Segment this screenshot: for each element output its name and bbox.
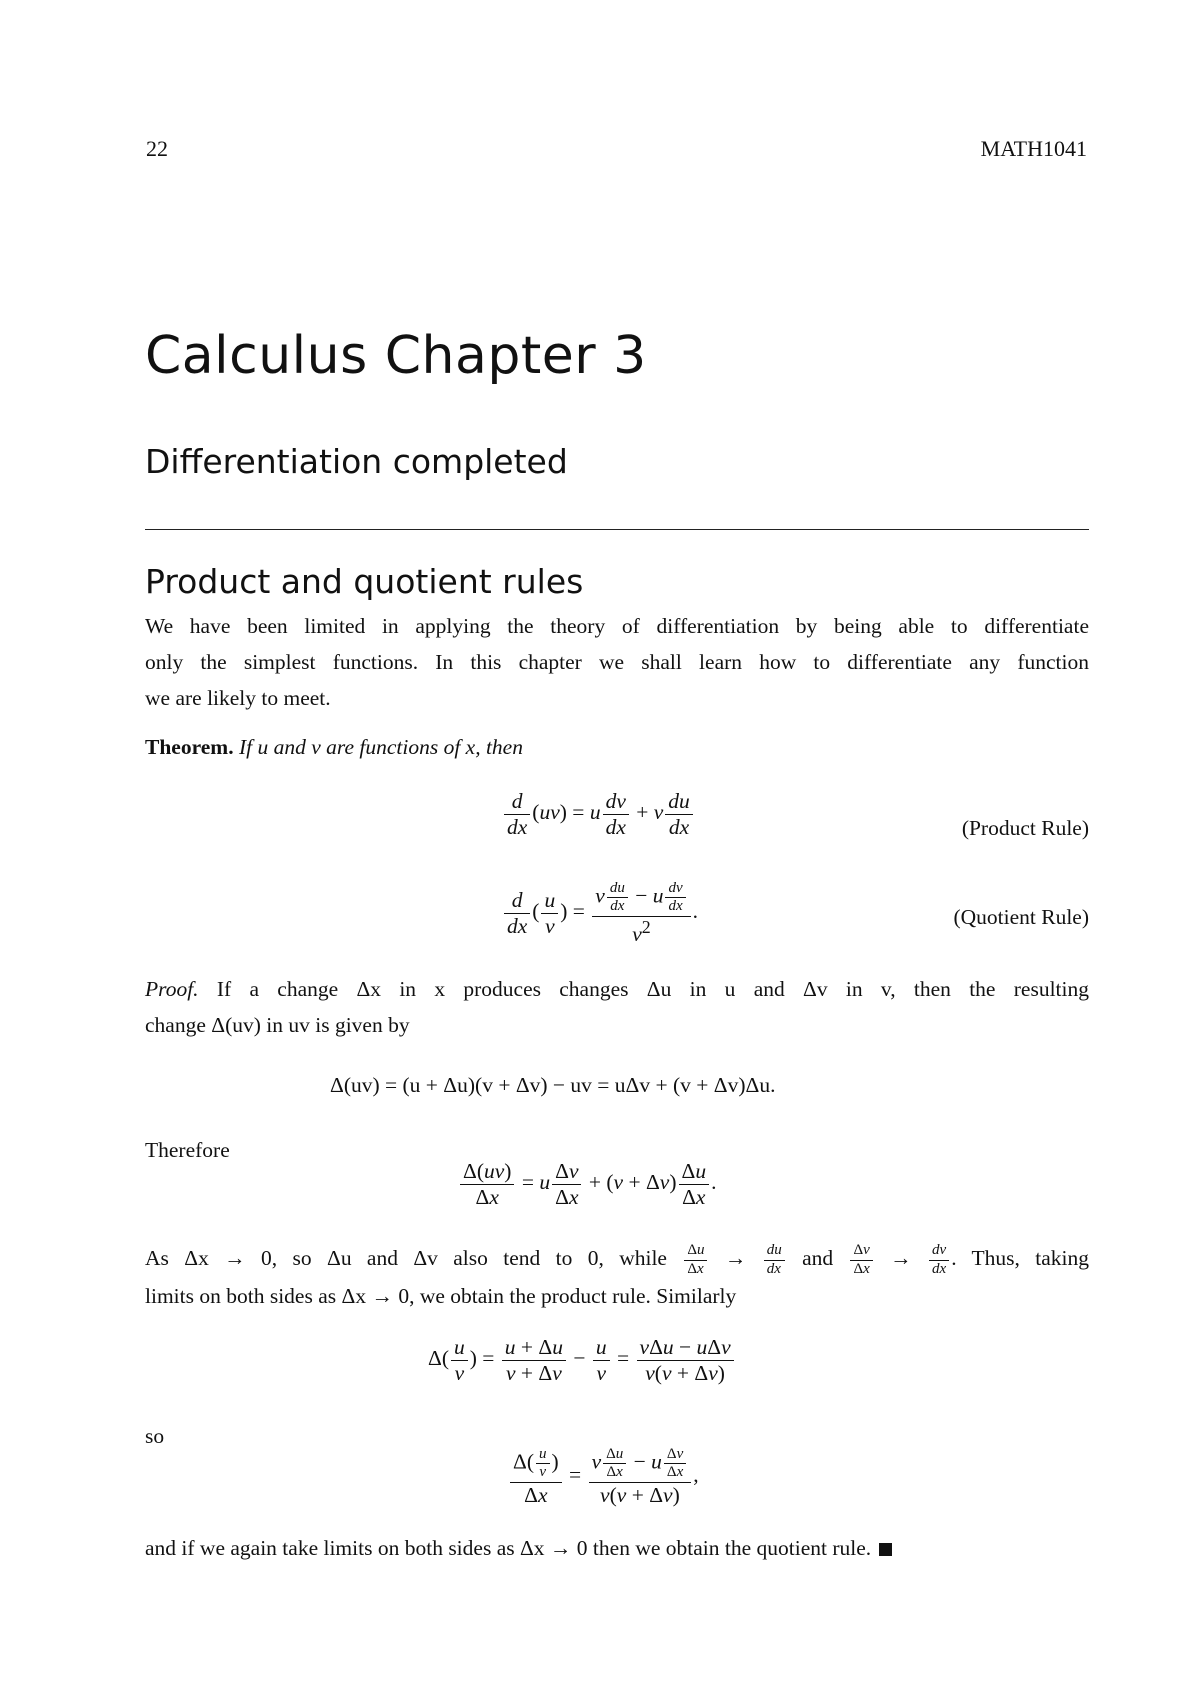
product-rule-equation: $\frac{d}{dx}$ (uv) = u $\frac{dv}{dx}$ + v $\frac{du}{dx}$ (502, 789, 695, 839)
so-text: so (145, 1424, 165, 1448)
proof-equation-1: Δ(uv) = (u + Δu)(v + Δv) − uv = uΔv + (v + Δv)Δu. (330, 1073, 776, 1097)
proof-line-2: change Δ(uv) in uv is given by (145, 1013, 410, 1037)
limits-paragraph: As Δx → 0, so Δu and Δv also tend to 0, while $\frac{\Delta u}{\Delta x}$ → $\frac{du}{dx}$ and $\frac{\Delta v}{\Delta x}$ → $\frac{dv}{dx}$ . Thus, taking limits on both sides as Δx → 0, we obtain the product rule. Similarly (145, 1240, 1089, 1314)
and-word: and (802, 1246, 834, 1270)
proof-equation-3: Δ( $\frac{u}{v}$ ) = $\frac{u + \Delta u}{v + \Delta v}$ − $\frac{u}{v}$ = $\frac{\text{vΔu − uΔv}}{v(v + \Delta v)}$ (428, 1335, 736, 1385)
proof-equation-4: Δ( $\frac{u}{v}$ ) Δx = v $\frac{\Delta u}{\Delta x}$ − u $\frac{\Delta v}{\Delta x}$ v(v + Δv) , (508, 1446, 699, 1507)
intro-line-3: we are likely to meet. (145, 686, 331, 710)
intro-paragraph (145, 608, 1089, 716)
chapter-subtitle: Differentiation completed (145, 442, 568, 481)
quotient-rule-equation: $\frac{d}{dx}$ ( $\frac{u}{v}$ ) = v $\frac{du}{dx}$ − u $\frac{dv}{dx}$ $v^2$ . (502, 880, 698, 946)
course-code: MATH1041 (980, 136, 1087, 161)
theorem-text: If u and v are functions of x, then (238, 735, 523, 759)
limits-line-2: limits on both sides as Δx → 0, we obtain the product rule. Similarly (145, 1283, 737, 1308)
chapter-title: Calculus Chapter 3 (145, 326, 647, 386)
qed-square-icon (879, 1543, 892, 1556)
theorem-statement (145, 729, 1089, 765)
limits-text-2: . Thus, taking (951, 1246, 1090, 1270)
section-divider (145, 529, 1089, 530)
proof-paragraph (145, 971, 1089, 1043)
page-number: 22 (146, 136, 168, 161)
limits-text-1: As Δx → 0, so Δu and Δv also tend to 0, while (145, 1246, 667, 1270)
theorem-label: Theorem. (145, 735, 234, 759)
product-rule-tag: (Product Rule) (961, 816, 1089, 840)
section-title: Product and quotient rules (145, 562, 584, 601)
proof-label: Proof. (145, 977, 199, 1001)
proof-line-1: If a change Δx in x produces changes Δu in u and Δv in v, then the resulting (216, 977, 1090, 1001)
quotient-rule-tag: (Quotient Rule) (953, 905, 1089, 929)
final-text: and if we again take limits on both sides as Δx → 0 then we obtain the quotient rule. (145, 1536, 872, 1560)
final-paragraph (145, 1530, 1089, 1566)
intro-line-2: only the simplest functions. In this chapter we shall learn how to differentiate any function (145, 650, 1089, 674)
intro-line-1: We have been limited in applying the theory of differentiation by being able to differentiate (145, 614, 1089, 638)
therefore-text: Therefore (145, 1138, 230, 1162)
proof-equation-2: $\frac{\Delta(uv)}{\Delta x}$ = u $\frac{\Delta v}{\Delta x}$ + (v + Δv) $\frac{\Delta u}{\Delta x}$ . (458, 1159, 716, 1209)
